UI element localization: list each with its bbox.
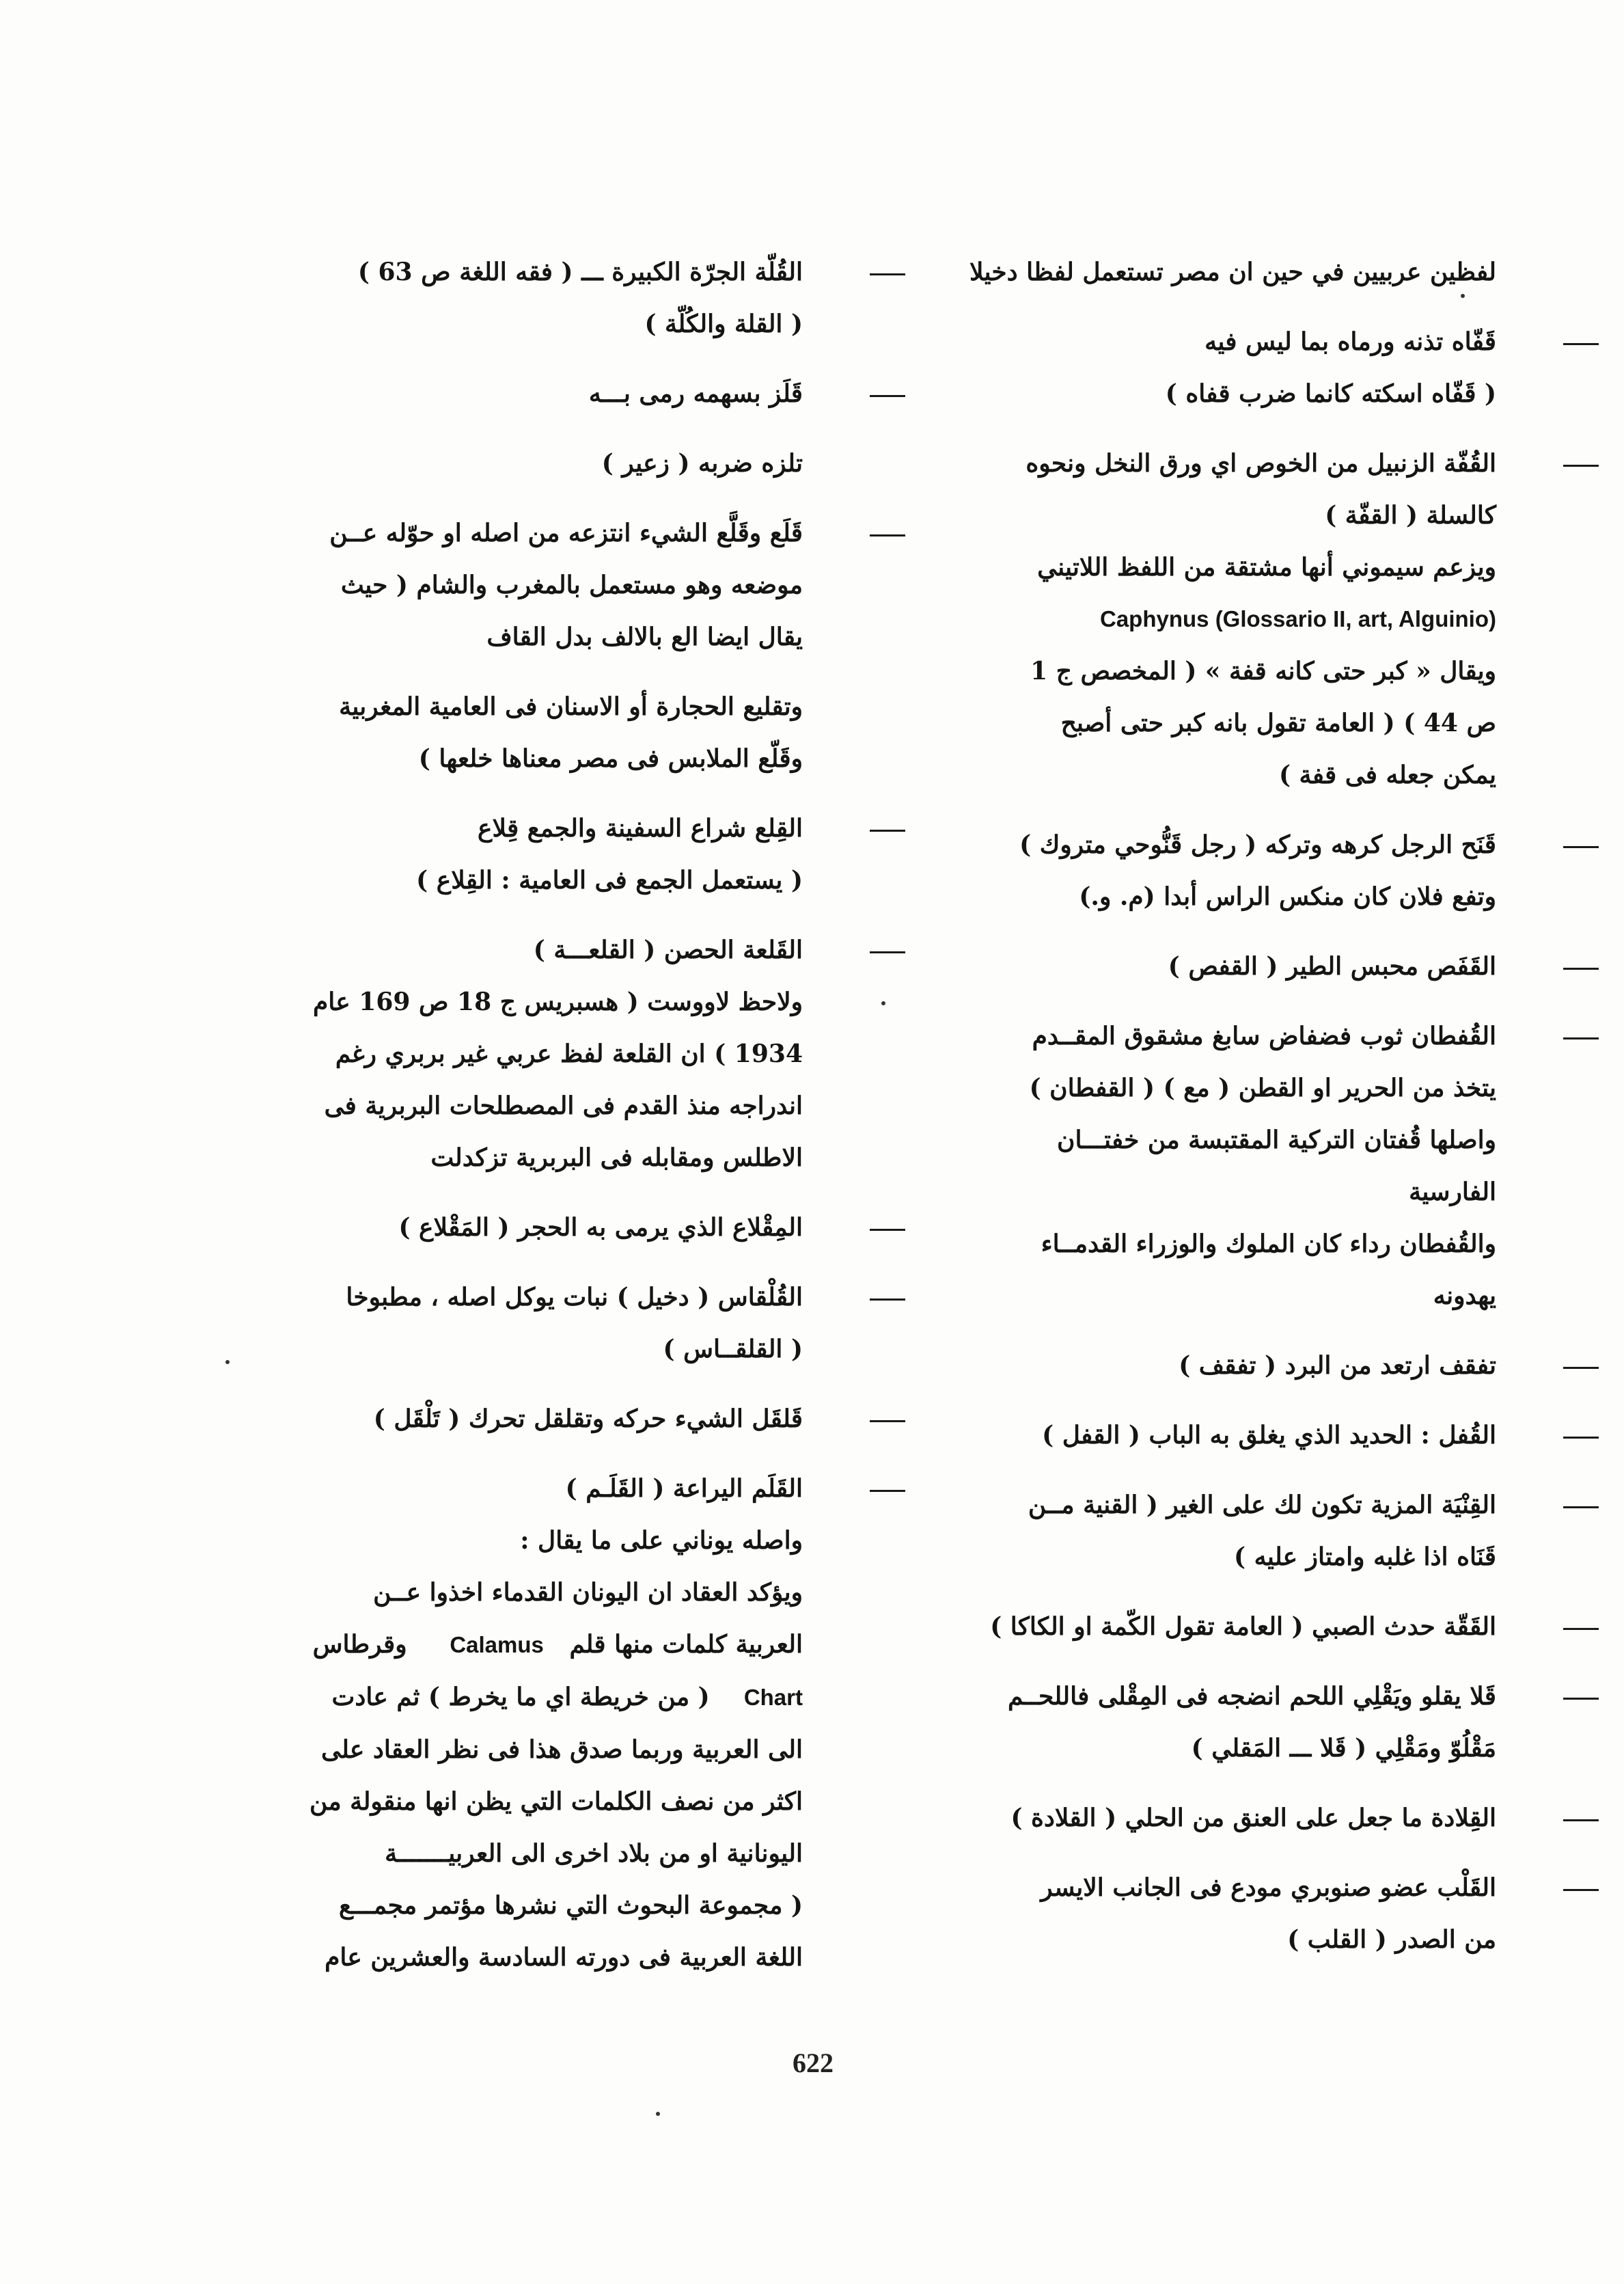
- entry-line: القِلع شراع السفينة والجمع قِلاع: [478, 814, 803, 843]
- entry-line: ويقال « كبر حتى كانه قفة » ( المخصص ج 1: [1030, 657, 1496, 685]
- intro-line: [851, 246, 1496, 298]
- entry-qafas: [851, 940, 1496, 992]
- entry-line: قَلا يقلو ويَقْلِي اللحم انضجه فى المِقْلى فاللحــم: [1007, 1682, 1496, 1711]
- entry-line: موضعه وهو مستعمل بالمغرب والشام ( حيث: [340, 571, 803, 599]
- entry-tafaqqaf: [851, 1340, 1496, 1391]
- entry-talzah: [154, 437, 803, 489]
- entry-qiladah: [851, 1792, 1496, 1844]
- left-column: [154, 246, 803, 2001]
- entry-qalqal: [154, 1393, 803, 1445]
- entry-qalaz: [154, 368, 803, 420]
- entry-quffah: [851, 437, 1496, 801]
- entry-taqlie: [154, 681, 803, 785]
- entry-line: القُفطان ثوب فضفاض سابغ مشقوق المقــدم: [1032, 1022, 1496, 1050]
- entry-qalb: [851, 1862, 1496, 1966]
- entry-line: اكثر من نصف الكلمات التي يظن انها منقولة من: [309, 1787, 803, 1816]
- entry-line: تفقف ارتعد من البرد ( تفقف ): [1179, 1351, 1496, 1380]
- entry-line: القَفَص محبس الطير ( القفص ): [1168, 952, 1496, 981]
- entry-line: ( مجموعة البحوث التي نشرها مؤتمر مجمـــع: [338, 1891, 803, 1920]
- entry-line: القَلَم اليراعة ( القَلَـم ): [565, 1474, 803, 1503]
- entry-line: واصلها قُفتان التركية المقتبسة من خفتـــان: [1057, 1126, 1496, 1154]
- entry-line: اندراجه منذ القدم فى المصطلحات البربرية فى: [324, 1091, 803, 1120]
- entry-line: اللغة العربية فى دورته السادسة والعشرين عام: [325, 1943, 803, 1972]
- latin-word: Calamus: [450, 1632, 544, 1657]
- entry-line: قَلَز بسهمه رمى بـــه: [588, 379, 803, 408]
- entry-quftan: [851, 1010, 1496, 1322]
- scan-speck: [656, 2112, 660, 2116]
- entry-line: واصله يوناني على ما يقال :: [520, 1526, 803, 1555]
- entry-line: قَفّاه تذنه ورماه بما ليس فيه: [1205, 327, 1496, 356]
- entry-qanah: [851, 819, 1496, 923]
- entry-line: القِلادة ما جعل على العنق من الحلي ( القلادة ): [1010, 1804, 1496, 1832]
- right-column: [851, 246, 1496, 1983]
- mixed-arabic: ( من خريطة اي ما يخرط ) ثم عادت: [331, 1683, 710, 1711]
- entry-line: كالسلة ( القفّة ): [1325, 501, 1496, 530]
- entry-line: والقُفطان رداء كان الملوك والوزراء القدمــاء: [1041, 1229, 1496, 1258]
- entry-line: وقَلّع الملابس فى مصر معناها خلعها ): [418, 744, 803, 773]
- entry-line: يمكن جعله فى قفة ): [1278, 761, 1496, 789]
- entry-line: القَلْب عضو صنوبري مودع فى الجانب الايسر: [1041, 1873, 1496, 1902]
- scan-speck: [225, 1360, 230, 1364]
- entry-line: وتفع فلان كان منكس الراس أبدا (م. و.): [1079, 882, 1496, 911]
- mixed-arabic: العربية كلمات منها قلم: [569, 1630, 803, 1659]
- entry-line: القَلعة الحصن ( القلعـــة ): [533, 936, 803, 964]
- entry-line: قَنَاه اذا غلبه وامتاز عليه ): [1234, 1542, 1496, 1571]
- entry-line: يهدونه: [1433, 1281, 1496, 1310]
- mixed-arabic: وقرطاس: [312, 1630, 407, 1659]
- entry-line: من الصدر ( القلب ): [1287, 1925, 1496, 1954]
- entry-line: القِنْيَة المزية تكون لك على الغير ( القنية مــن: [1028, 1491, 1496, 1519]
- entry-line: المِقْلاع الذي يرمى به الحجر ( المَقْلاع ): [398, 1213, 803, 1242]
- entry-qalah: [154, 924, 803, 1184]
- entry-line: ويزعم سيموني أنها مشتقة من اللفظ اللاتيني: [1037, 553, 1496, 582]
- entry-line: القُفل : الحديد الذي يغلق به الباب ( القفل ): [1042, 1421, 1496, 1450]
- entry-line: 1934 ) ان القلعة لفظ عربي غير بربري رغم: [335, 1039, 803, 1068]
- latin-citation: Caphynus (Glossario II, art, Alguinio): [1100, 606, 1496, 631]
- entry-line: يتخذ من الحرير او القطن ( مع ) ( القفطان ): [1029, 1074, 1496, 1102]
- entry-line: ( قَفّاه اسكته كانما ضرب قفاه ): [1165, 379, 1496, 408]
- page-number: 622: [793, 2048, 834, 2078]
- entry-line: القُفّة الزنبيل من الخوص اي ورق النخل ونحوه: [1026, 449, 1496, 478]
- intro-text: لفظين عربيين في حين ان مصر تستعمل لفظا دخيلا: [969, 258, 1496, 286]
- entry-qullah: [154, 246, 803, 350]
- latin-word: Chart: [743, 1685, 803, 1710]
- entry-qala: [851, 1670, 1496, 1774]
- entry-qalam: [154, 1463, 803, 1983]
- entry-qil: [154, 802, 803, 906]
- entry-line: الى العربية وربما صدق هذا فى نظر العقاد على: [320, 1735, 803, 1764]
- entry-line: الفارسية: [1409, 1178, 1496, 1206]
- entry-miqla: [154, 1201, 803, 1253]
- entry-line: ولاحظ لاووست ( هسبريس ج 18 ص 169 عام: [313, 988, 803, 1016]
- entry-qufl: [851, 1409, 1496, 1461]
- entry-line: ويؤكد العقاد ان اليونان القدماء اخذوا عــن: [373, 1578, 803, 1607]
- entry-qulqas: [154, 1271, 803, 1375]
- entry-line: ص 44 ) ( العامة تقول بانه كبر حتى أصبح: [1060, 709, 1496, 737]
- entry-line: وتقليع الحجارة أو الاسنان فى العامية المغربية: [339, 692, 803, 721]
- entry-line: تلزه ضربه ( زعير ): [601, 449, 803, 478]
- entry-qala-a: [154, 507, 803, 663]
- mixed-line-chart: [154, 1671, 803, 1724]
- entry-line: الاطلس ومقابله فى البربرية تزكدلت: [430, 1143, 803, 1172]
- scan-speck: [881, 1001, 885, 1005]
- entry-line: القُلّة الجرّة الكبيرة ـــ ( فقه اللغة ص 63 ): [357, 258, 803, 286]
- entry-qaffah: [851, 316, 1496, 420]
- entry-qinyah: [851, 1479, 1496, 1583]
- entry-line: يقال ايضا الع بالالف بدل القاف: [486, 623, 803, 651]
- entry-line: ( يستعمل الجمع فى العامية : القِلاع ): [416, 866, 803, 895]
- entry-line: ( القلة والكُلّة ): [644, 310, 803, 338]
- entry-line: اليونانية او من بلاد اخرى الى العربيـــــــة: [385, 1839, 803, 1868]
- entry-line: القُلْقاس ( دخيل ) نبات يوكل اصله ، مطبوخا: [346, 1283, 803, 1311]
- entry-line: ( القلقــاس ): [663, 1335, 803, 1363]
- scan-speck: [1461, 294, 1465, 298]
- entry-line: قَنَح الرجل كرهه وتركه ( رجل قَنُّوحي متروك ): [1019, 830, 1496, 859]
- entry-line: مَقْلُوّ ومَقْلِي ( قَلا ـــ المَقلي ): [1191, 1734, 1496, 1763]
- entry-qaqqah: [851, 1601, 1496, 1653]
- entry-line: القَقّة حدث الصبي ( العامة تقول الكّمة او الكاكا ): [990, 1612, 1496, 1641]
- entry-line: قَلَع وقَلَّع الشيء انتزعه من اصله او حوّله عــن: [329, 519, 803, 547]
- mixed-line-calamus: [154, 1618, 803, 1671]
- entry-line: قَلقَل الشيء حركه وتقلقل تحرك ( تَلْقَل ): [373, 1404, 803, 1433]
